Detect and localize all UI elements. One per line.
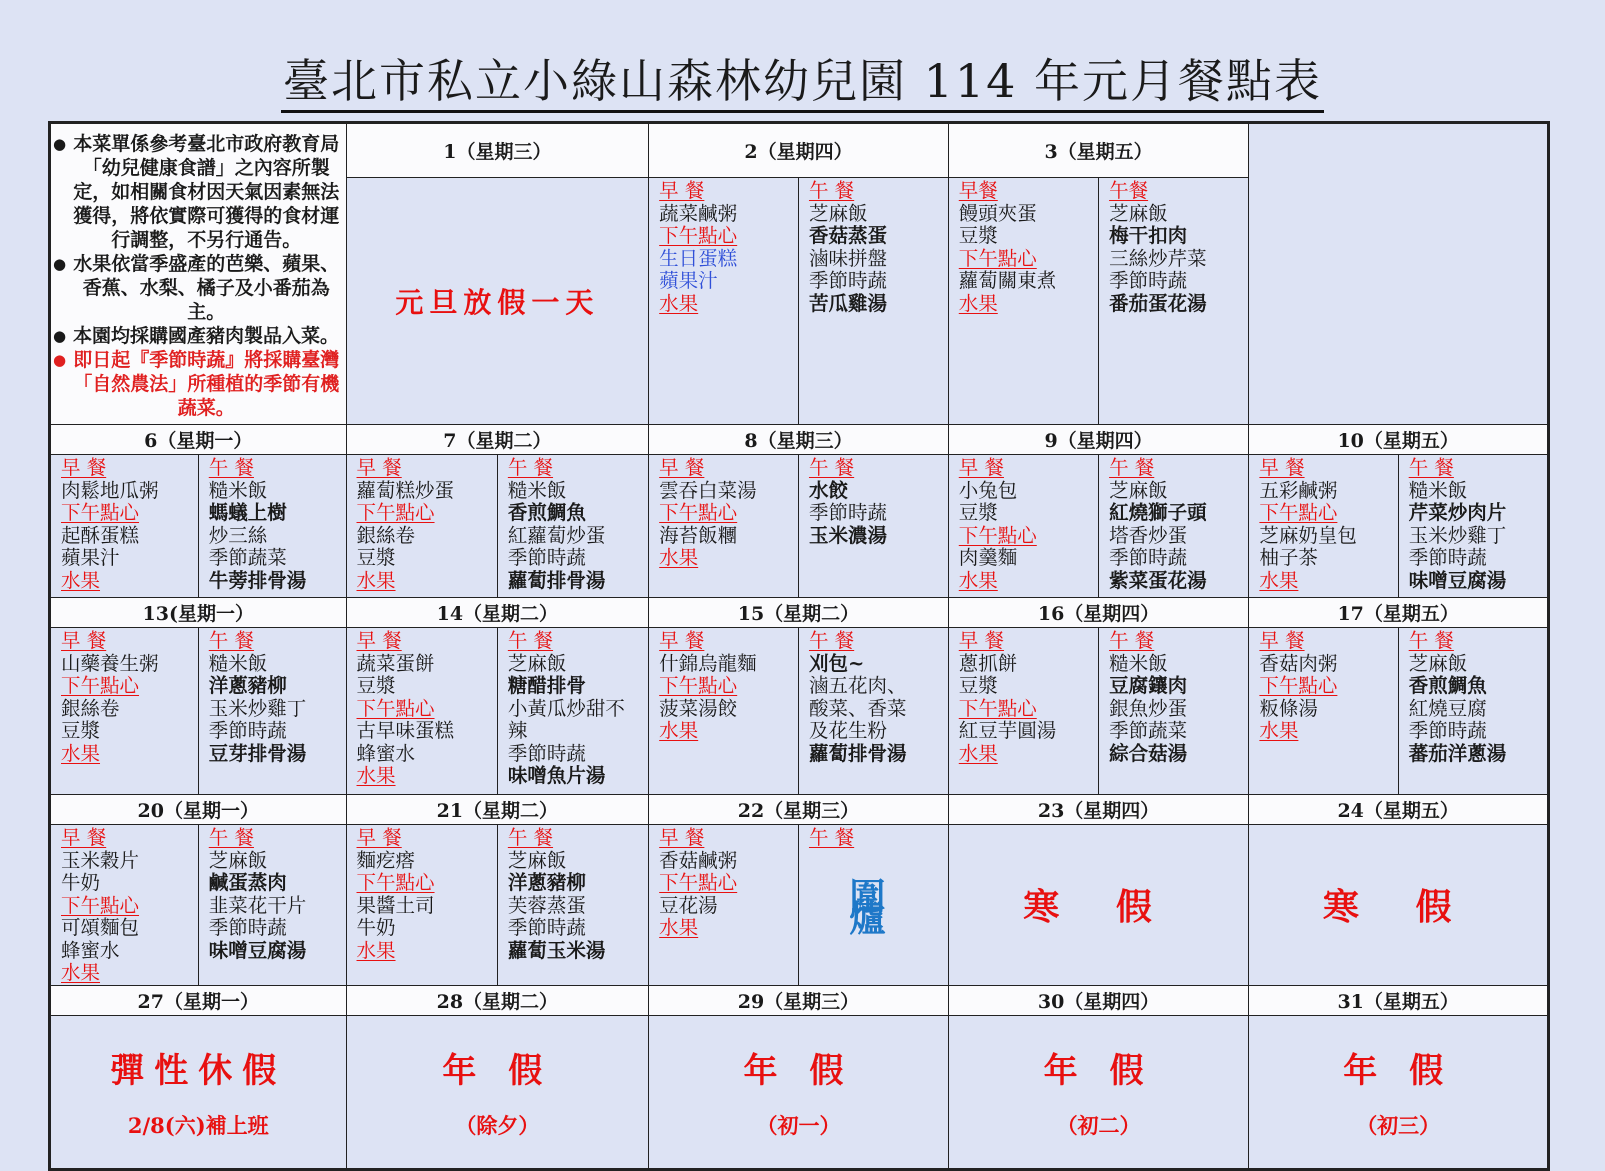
lunch-item: 綜合菇湯: [1109, 741, 1188, 765]
page-title: 臺北市私立小綠山森林幼兒園 114 年元月餐點表: [0, 52, 1605, 113]
lunch-item: 季節蔬菜: [208, 546, 287, 569]
bullet-icon: ●: [53, 135, 67, 153]
breakfast-column: [649, 455, 798, 597]
holiday-cell: [649, 1015, 949, 1169]
day-header: 14（星期二）: [346, 598, 649, 628]
lunch-item: 糖醋排骨: [507, 674, 586, 697]
breakfast-item: 蔥抓餅: [958, 651, 1018, 675]
meal-calendar-table: [48, 121, 1550, 1171]
snack-item: 果醬土司: [356, 893, 435, 917]
day-header: 23（星期四）: [948, 795, 1249, 825]
lunch-item: 玉米炒雞丁: [208, 696, 307, 720]
snack-item: 古早味蛋糕: [356, 719, 455, 742]
day-header: 22（星期三）: [649, 795, 949, 825]
lunch-item: 塔香炒蛋: [1109, 523, 1188, 547]
fruit-label: 水果: [958, 291, 998, 315]
lunch-item: 刈包~: [808, 651, 865, 675]
lunch-column: [198, 628, 346, 794]
snack-item: 牛奶: [356, 916, 396, 939]
fruit-label: 水果: [958, 568, 998, 592]
note-text: 即日起『季節時蔬』將採購臺灣「自然農法」所種植的季節有機蔬菜。: [73, 349, 340, 419]
lunch-item: 糙米飯: [208, 478, 268, 502]
lunch-item: 糙米飯: [1109, 651, 1168, 675]
day-header: 21（星期二）: [346, 795, 649, 825]
note-text: 水果依當季盛產的芭樂、蘋果、香蕉、水梨、橘子及小番茄為主。: [73, 253, 340, 323]
snack-item: 銀絲卷: [356, 523, 416, 547]
day-header: 6（星期一）: [50, 425, 347, 455]
lunch-item: 洋蔥豬柳: [507, 871, 586, 894]
lunch-item: 芝麻飯: [507, 651, 567, 675]
snack-label: 下午點心: [958, 246, 1037, 270]
breakfast-column: [347, 455, 497, 597]
day-header: 7（星期二）: [346, 425, 649, 455]
note-item: [53, 252, 340, 324]
lunch-column: [497, 455, 648, 597]
lunch-column: [798, 628, 948, 794]
snack-label: 下午點心: [356, 871, 435, 894]
snack-item: 蜂蜜水: [356, 741, 416, 765]
breakfast-label: 早 餐: [61, 826, 107, 849]
snack-item: 柚子茶: [1259, 546, 1318, 569]
breakfast-column: [949, 178, 1098, 424]
snack-label: 下午點心: [659, 224, 738, 248]
breakfast-label: 早 餐: [958, 456, 1004, 479]
breakfast-label: 早餐: [958, 179, 998, 203]
holiday-cell: [948, 1015, 1249, 1169]
fruit-label: 水果: [958, 741, 998, 765]
snack-item: 肉羹麵: [958, 546, 1018, 569]
breakfast-item: 蔬菜鹹粥: [659, 201, 738, 225]
lunch-item: 季節時蔬: [1408, 546, 1487, 569]
new-year-holiday: 元旦放假一天: [346, 178, 649, 425]
holiday-title: 年 假: [1043, 1051, 1154, 1091]
snack-label: 下午點心: [61, 674, 140, 697]
breakfast-column: [649, 628, 798, 794]
lunch-label: 午 餐: [1408, 456, 1454, 479]
snack-label: 下午點心: [356, 696, 435, 720]
lunch-item: 苦瓜雞湯: [808, 291, 887, 315]
lunch-item: 芝麻飯: [1408, 651, 1468, 675]
lunch-label: 午 餐: [208, 826, 254, 849]
day-cell: [346, 825, 649, 986]
lunch-item: 季節時蔬: [507, 546, 586, 569]
lunch-item: 味噌豆腐湯: [1408, 568, 1507, 592]
lunch-item: 小黃瓜炒甜不辣: [507, 696, 625, 742]
note-item: [53, 324, 340, 348]
breakfast-label: 早 餐: [61, 456, 107, 479]
day-cell: [948, 178, 1249, 425]
fruit-label: 水果: [1259, 719, 1299, 742]
lunch-item: 芙蓉蒸蛋: [507, 893, 586, 917]
lunch-label: 午餐: [1109, 179, 1149, 203]
lunch-item: 炒三絲: [208, 523, 268, 547]
snack-item: 蜂蜜水: [61, 938, 120, 962]
lunch-item: 味噌魚片湯: [507, 764, 606, 787]
lunch-item: 銀魚炒蛋: [1109, 696, 1188, 720]
lunch-item: 季節時蔬: [507, 741, 586, 765]
lunch-label: 午 餐: [808, 179, 855, 203]
breakfast-column: [51, 628, 198, 794]
holiday-cell: [50, 1015, 347, 1169]
day-header: 29（星期三）: [649, 985, 949, 1015]
holiday-title: 彈性休假: [110, 1051, 287, 1091]
fruit-label: 水果: [356, 764, 396, 787]
day-cell: [649, 178, 949, 425]
breakfast-label: 早 餐: [356, 456, 402, 479]
breakfast-item: 香菇肉粥: [1259, 651, 1338, 675]
breakfast-column: [51, 825, 198, 985]
lunch-column: [1398, 455, 1547, 597]
lunch-item: 糙米飯: [208, 651, 268, 675]
lunch-item: 梅干扣肉: [1109, 224, 1188, 248]
breakfast-item: 豆漿: [958, 674, 998, 697]
snack-item: 可頌麵包: [61, 916, 140, 939]
breakfast-label: 早 餐: [356, 629, 402, 652]
breakfast-label: 早 餐: [1259, 456, 1305, 479]
breakfast-label: 早 餐: [356, 826, 402, 849]
snack-item: 生日蛋糕: [659, 246, 738, 270]
breakfast-item: 牛奶: [61, 871, 101, 894]
holiday-title: 年 假: [442, 1051, 553, 1091]
lunch-item: 紅蘿蔔炒蛋: [507, 523, 606, 547]
snack-item: 紅豆芋圓湯: [958, 719, 1057, 742]
lunch-label: 午 餐: [507, 629, 554, 652]
snack-label: 下午點心: [659, 501, 738, 524]
day-header: 28（星期二）: [346, 985, 649, 1015]
lunch-item: 紅燒豆腐: [1408, 696, 1487, 720]
fruit-label: 水果: [659, 546, 699, 569]
breakfast-item: 什錦烏龍麵: [659, 651, 757, 675]
holiday-note: （除夕）: [455, 1113, 540, 1138]
bullet-icon: ●: [53, 255, 67, 273]
lunch-column: [198, 455, 346, 597]
breakfast-item: 香菇鹹粥: [659, 848, 738, 872]
lunch-label: 午 餐: [808, 629, 855, 652]
lunch-label: 午 餐: [208, 629, 254, 652]
lunch-column: [1098, 178, 1248, 424]
lunch-label: 午 餐: [1109, 456, 1155, 479]
lunch-item: 季節時蔬: [1109, 269, 1188, 293]
lunch-column: [1098, 455, 1248, 597]
bullet-icon: ●: [53, 327, 67, 345]
lunch-label: 午 餐: [208, 456, 254, 479]
day-header: 15（星期二）: [649, 598, 949, 628]
day-cell: [649, 628, 949, 795]
holiday-note: （初一）: [756, 1113, 841, 1138]
lunch-column: [198, 825, 346, 985]
snack-item: 起酥蛋糕: [61, 523, 140, 547]
holiday-title: 年 假: [743, 1051, 854, 1091]
breakfast-label: 早 餐: [958, 629, 1004, 652]
day-header: 10（星期五）: [1249, 425, 1549, 455]
lunch-item: 季節時蔬: [808, 269, 887, 293]
day-cell: [649, 455, 949, 598]
lunch-item: 糙米飯: [1408, 478, 1468, 502]
snack-label: 下午點心: [356, 501, 435, 524]
day-header: 9（星期四）: [948, 425, 1249, 455]
fruit-label: 水果: [659, 916, 699, 939]
snack-item: 銀絲卷: [61, 696, 120, 720]
day-cell: [346, 455, 649, 598]
snack-item: 菠菜湯餃: [659, 696, 738, 720]
lunch-column: [497, 825, 648, 985]
lunch-item: 蘿蔔排骨湯: [808, 741, 907, 765]
snack-item: 蘿蔔關東煮: [958, 269, 1057, 293]
day-cell: [1249, 455, 1549, 598]
lunch-item: 香菇蒸蛋: [808, 224, 887, 248]
breakfast-label: 早 餐: [61, 629, 107, 652]
breakfast-item: 蔬菜蛋餅: [356, 651, 435, 675]
day-header: 27（星期一）: [50, 985, 347, 1015]
breakfast-item: 麵疙瘩: [356, 848, 416, 872]
lunch-item: 酸菜、香菜: [808, 696, 907, 720]
lunch-item: 芝麻飯: [507, 848, 567, 872]
lunch-item: 蕃茄洋蔥湯: [1408, 741, 1507, 765]
lunch-label: 午 餐: [1408, 629, 1454, 652]
day-cell: [948, 628, 1249, 795]
winter-break: 寒 假: [1249, 825, 1549, 986]
day-header: 8（星期三）: [649, 425, 949, 455]
lunch-label: 午 餐: [507, 456, 554, 479]
lunch-item: 香煎鯛魚: [507, 501, 586, 524]
breakfast-column: [51, 455, 198, 597]
lunch-item: 及花生粉: [808, 719, 887, 742]
lunch-item: 番茄蛋花湯: [1109, 291, 1207, 315]
breakfast-column: [649, 178, 798, 424]
snack-item: 粄條湯: [1259, 696, 1318, 720]
fruit-label: 水果: [356, 938, 396, 962]
note-text: 本菜單係參考臺北市政府教育局「幼兒健康食譜」之內容所製定，如相關食材因天氣因素無法獲得，將依實際可獲得的食材運行調整，不另行通告。: [73, 133, 340, 251]
notes-panel: [50, 123, 347, 425]
breakfast-column: [347, 628, 497, 794]
snack-item: 海苔飯糰: [659, 523, 738, 547]
lunch-item: 季節蔬菜: [1109, 719, 1188, 742]
lunch-item: 季節時蔬: [507, 916, 586, 939]
holiday-cell: [346, 1015, 649, 1169]
day-header: 13(星期一）: [50, 598, 347, 628]
day-cell: [948, 455, 1249, 598]
lunch-item: 芝麻飯: [1109, 201, 1168, 225]
breakfast-item: 玉米穀片: [61, 848, 140, 872]
bullet-icon: ●: [53, 351, 67, 369]
breakfast-item: 肉鬆地瓜粥: [61, 478, 159, 502]
lunch-item: 洋蔥豬柳: [208, 674, 287, 697]
breakfast-item: 豆漿: [958, 501, 998, 524]
day-header: 16（星期四）: [948, 598, 1249, 628]
lunch-item: 三絲炒芹菜: [1109, 246, 1207, 270]
snack-label: 下午點心: [958, 696, 1037, 720]
lunch-item: 糙米飯: [507, 478, 567, 502]
lunch-item: 玉米濃湯: [808, 523, 887, 547]
lunch-item: 牛蒡排骨湯: [208, 568, 307, 592]
lunch-item: 豆芽排骨湯: [208, 741, 307, 765]
lunch-label: 午 餐: [507, 826, 554, 849]
day-cell: [50, 455, 347, 598]
breakfast-item: 小兔包: [958, 478, 1018, 502]
snack-item: 豆漿: [356, 546, 396, 569]
holiday-note: 2/8(六)補上班: [127, 1113, 269, 1138]
lunch-label: 午 餐: [808, 456, 855, 479]
lunch-item: 香煎鯛魚: [1408, 674, 1487, 697]
day-cell: [346, 628, 649, 795]
day-header: 24（星期五）: [1249, 795, 1549, 825]
fruit-label: 水果: [659, 719, 699, 742]
lunch-item: 蘿蔔玉米湯: [507, 938, 606, 962]
day-cell: [1249, 628, 1549, 795]
breakfast-label: 早 餐: [659, 179, 705, 203]
lunch-column: [1398, 628, 1547, 794]
lunch-column: [1098, 628, 1248, 794]
lunch-item: 玉米炒雞丁: [1408, 523, 1507, 547]
day-cell: [50, 825, 347, 986]
snack-label: 下午點心: [659, 871, 738, 894]
lunch-item: 紫菜蛋花湯: [1109, 568, 1207, 592]
breakfast-item: 五彩鹹粥: [1259, 478, 1338, 502]
snack-label: 下午點心: [61, 893, 140, 917]
lunch-item: 滷五花肉、: [808, 674, 907, 697]
winter-break: 寒 假: [948, 825, 1249, 986]
lunch-label: 午 餐: [808, 826, 855, 849]
breakfast-label: 早 餐: [1259, 629, 1305, 652]
lunch-item: 季節時蔬: [208, 719, 287, 742]
fruit-label: 水果: [61, 961, 101, 984]
note-item: [53, 132, 340, 252]
breakfast-item: 山藥養生粥: [61, 651, 159, 675]
lunch-item: 季節時蔬: [1109, 546, 1188, 569]
reunion-dinner: 圍 爐: [849, 875, 904, 940]
breakfast-item: 豆漿: [958, 224, 998, 248]
lunch-item: 水餃: [808, 478, 848, 502]
day-header: 30（星期四）: [948, 985, 1249, 1015]
snack-item: 蘋果汁: [659, 269, 718, 293]
lunch-item: 紅燒獅子頭: [1109, 501, 1207, 524]
lunch-item: 芝麻飯: [208, 848, 268, 872]
breakfast-column: [1249, 455, 1397, 597]
lunch-item: 韭菜花干片: [208, 893, 307, 917]
lunch-item: 季節時蔬: [1408, 719, 1487, 742]
fruit-label: 水果: [659, 291, 699, 315]
holiday-note: （初二）: [1056, 1113, 1141, 1138]
holiday-cell: [1249, 1015, 1549, 1169]
note-text: 本園均採購國產豬肉製品入菜。: [73, 325, 340, 347]
breakfast-column: [949, 455, 1098, 597]
day-header: 31（星期五）: [1249, 985, 1549, 1015]
breakfast-item: 饅頭夾蛋: [958, 201, 1037, 225]
day-header: 1（星期三）: [346, 123, 649, 178]
day-header: 3（星期五）: [948, 123, 1249, 178]
snack-label: 下午點心: [659, 674, 738, 697]
lunch-column: [798, 825, 948, 985]
snack-label: 下午點心: [958, 523, 1037, 547]
snack-item: 蘋果汁: [61, 546, 120, 569]
breakfast-label: 早 餐: [659, 629, 705, 652]
lunch-column: [798, 455, 948, 597]
lunch-item: 蘿蔔排骨湯: [507, 568, 606, 592]
snack-label: 下午點心: [1259, 674, 1338, 697]
breakfast-label: 早 餐: [659, 456, 705, 479]
lunch-column: [798, 178, 948, 424]
lunch-item: 豆腐鑲肉: [1109, 674, 1188, 697]
day-header: 20（星期一）: [50, 795, 347, 825]
snack-item: 豆漿: [61, 719, 101, 742]
lunch-item: 味噌豆腐湯: [208, 938, 307, 962]
breakfast-column: [347, 825, 497, 985]
lunch-item: 季節時蔬: [208, 916, 287, 939]
lunch-item: 季節時蔬: [808, 501, 887, 524]
day-cell: [649, 825, 949, 986]
breakfast-label: 早 餐: [659, 826, 705, 849]
breakfast-item: 豆漿: [356, 674, 396, 697]
fruit-label: 水果: [1259, 568, 1299, 592]
breakfast-column: [649, 825, 798, 985]
day-cell: [50, 628, 347, 795]
fruit-label: 水果: [356, 568, 396, 592]
breakfast-column: [1249, 628, 1397, 794]
lunch-item: 鹹蛋蒸肉: [208, 871, 287, 894]
breakfast-item: 蘿蔔糕炒蛋: [356, 478, 455, 502]
breakfast-item: 雲吞白菜湯: [659, 478, 757, 502]
day-header: 2（星期四）: [649, 123, 949, 178]
holiday-title: 年 假: [1343, 1051, 1454, 1091]
snack-item: 豆花湯: [659, 893, 718, 917]
fruit-label: 水果: [61, 568, 101, 592]
lunch-item: 芹菜炒肉片: [1408, 501, 1507, 524]
snack-label: 下午點心: [61, 501, 140, 524]
note-item: [53, 348, 340, 420]
lunch-item: 芝麻飯: [1109, 478, 1168, 502]
lunch-item: 滷味拼盤: [808, 246, 887, 270]
lunch-label: 午 餐: [1109, 629, 1155, 652]
lunch-item: 螞蟻上樹: [208, 501, 287, 524]
breakfast-column: [949, 628, 1098, 794]
lunch-column: [497, 628, 648, 794]
fruit-label: 水果: [61, 741, 101, 765]
lunch-item: 芝麻飯: [808, 201, 868, 225]
day-header: 17（星期五）: [1249, 598, 1549, 628]
snack-label: 下午點心: [1259, 501, 1338, 524]
snack-item: 芝麻奶皇包: [1259, 523, 1357, 547]
holiday-note: （初三）: [1356, 1113, 1441, 1138]
